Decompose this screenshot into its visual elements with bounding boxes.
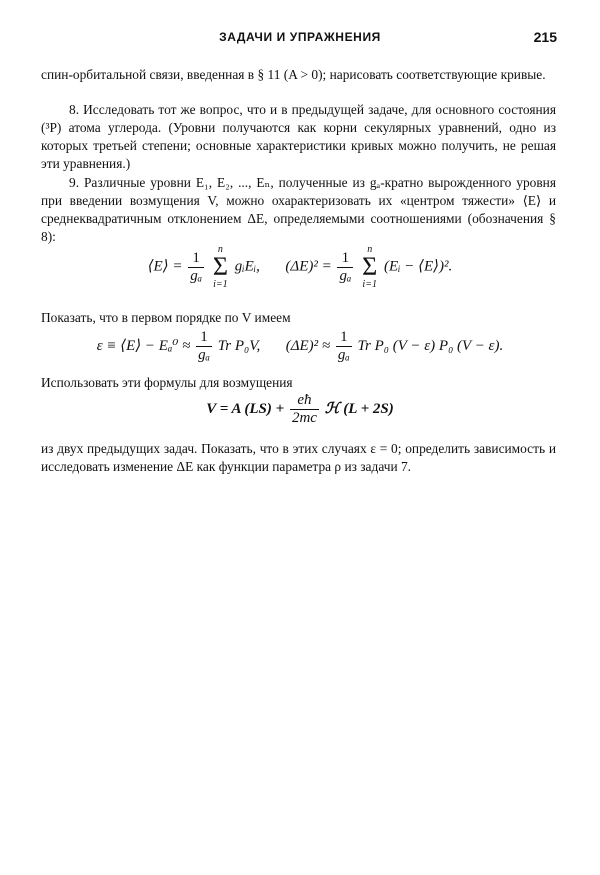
use-formulas-text: Использовать эти формулы для возмущения: [41, 375, 293, 390]
fraction-denominator: gₐ: [339, 267, 352, 284]
formula-2-fraction-b: [336, 329, 352, 364]
summation-b: [362, 244, 377, 290]
problem-9-text: 9. Различные уровни E₁, E₂, ..., Eₙ, полученные из gₐ-кратно вырожденного уровня при введении возмущения V, можно охарактеризовать их «центром тяжести» ⟨E⟩ и среднеквадратичным отклонением ΔE, определяемыми соотношениями (обозначения § 8):: [41, 175, 556, 244]
use-formulas-statement: [41, 374, 556, 392]
formula-2-term1: Tr P₀V,: [217, 337, 261, 354]
final-paragraph-text: из двух предыдущих задач. Показать, что в этих случаях ε = 0; определить зависимость и исследовать изменение ΔE как функции параметра ρ из задачи 7.: [41, 441, 556, 474]
formula-1-lhs1: ⟨E⟩ =: [147, 258, 183, 275]
formula-centroid-dispersion: [40, 244, 560, 290]
formula-first-order: [40, 329, 560, 364]
summation-a: [213, 244, 228, 290]
problem-9: [41, 174, 556, 246]
sum-upper-limit: n: [367, 244, 373, 255]
formula-3-lhs: V = A (LS) +: [206, 400, 285, 417]
fraction-numerator: 1: [336, 329, 352, 347]
formula-3-fraction: [290, 392, 319, 427]
final-paragraph: [41, 440, 556, 476]
fraction-denominator: 2mc: [291, 410, 317, 426]
sum-symbol: Σ: [212, 252, 228, 281]
formula-1-fraction-b: [337, 250, 353, 285]
formula-1-lhs2: (ΔE)² =: [285, 258, 332, 275]
running-title: ЗАДАЧИ И УПРАЖНЕНИЯ: [219, 30, 381, 44]
fraction-numerator: 1: [188, 250, 204, 268]
page-header: [40, 30, 560, 50]
problem-8-text: 8. Исследовать тот же вопрос, что и в предыдущей задаче, для основного состояния (³P) атома углерода. (Уровни получаются как корни секулярных уравнений, одно из которых третьей степени; основные характеристики кривых можно получить, не решая эти уравнения.): [41, 102, 556, 171]
fraction-numerator: 1: [196, 329, 212, 347]
sum-lower-limit: i=1: [213, 279, 228, 290]
formula-perturbation: [40, 392, 560, 427]
sum-lower-limit: i=1: [362, 279, 377, 290]
fraction-numerator: 1: [337, 250, 353, 268]
fraction-denominator: gₐ: [337, 347, 350, 363]
formula-2-lhs1: ε ≡ ⟨E⟩ − Eₐ⁰ ≈: [96, 337, 191, 354]
problem-8: [41, 101, 556, 173]
formula-1-term1: gᵢEᵢ,: [234, 258, 260, 275]
formula-1-term2: (Eᵢ − ⟨E⟩)².: [384, 258, 453, 275]
page-number: 215: [533, 29, 557, 45]
formula-3-rhs: ℋ (L + 2S): [324, 400, 394, 417]
fraction-numerator: eħ: [290, 392, 319, 410]
formula-1-fraction-a: [188, 250, 204, 285]
fraction-denominator: gₐ: [198, 347, 210, 363]
show-statement-text: Показать, что в первом порядке по V имеем: [41, 310, 291, 325]
sum-upper-limit: n: [217, 244, 223, 255]
sum-symbol: Σ: [362, 252, 378, 281]
formula-2-term2: Tr P₀ (V − ε) P₀ (V − ε).: [357, 337, 504, 354]
paragraph-continuation: [41, 66, 556, 84]
show-statement: [41, 309, 556, 327]
formula-2-fraction-a: [196, 329, 212, 364]
formula-2-lhs2: (ΔE)² ≈: [285, 337, 331, 354]
fraction-denominator: gₐ: [190, 267, 203, 284]
paragraph-text: спин-орбитальной связи, введенная в § 11 (A > 0); нарисовать соответствующие кривые.: [41, 67, 546, 82]
